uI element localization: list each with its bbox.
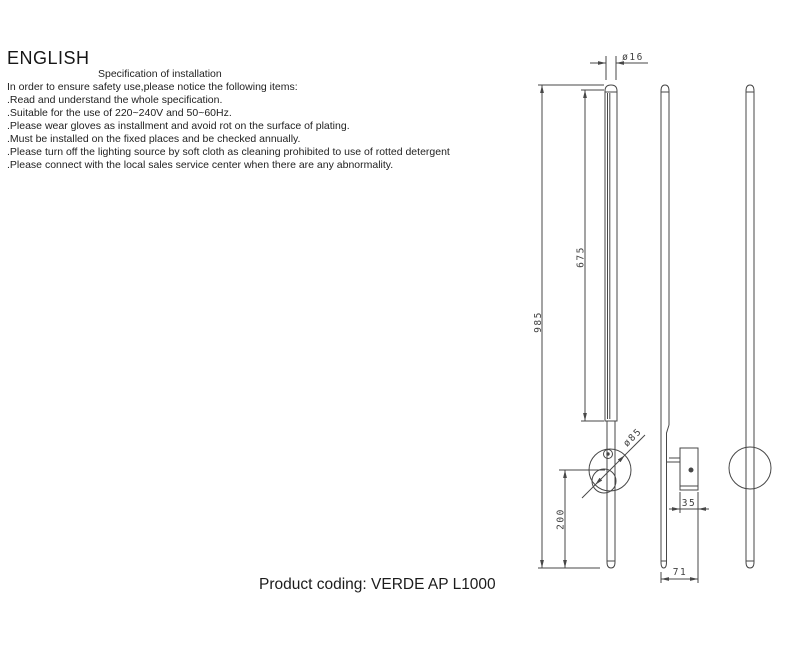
- spec-item: .Must be installed on the fixed places and be checked annually.: [7, 133, 301, 145]
- dim-label-bracket-depth: 35: [681, 498, 697, 509]
- dim-label-base-offset: 200: [555, 508, 567, 530]
- lamp-head-outline: [605, 85, 617, 421]
- dim-label-base-diameter: ø85: [621, 426, 645, 450]
- side-bar-lower: [661, 425, 669, 568]
- spec-title: Specification of installation: [98, 68, 222, 80]
- dim-label-tube-diameter: ø16: [622, 52, 644, 63]
- lower-rod-outline: [607, 421, 615, 568]
- dim-label-total-length: 985: [533, 311, 544, 333]
- side-bar-upper: [661, 85, 669, 425]
- spec-item: .Suitable for the use of 220~240V and 50~60Hz.: [7, 107, 232, 119]
- spec-item: .Please turn off the lighting source by soft cloth as cleaning prohibited to use of rotted detergent: [7, 146, 450, 158]
- dim-label-projection: 71: [672, 567, 688, 578]
- product-coding: Product coding: VERDE AP L1000: [259, 576, 496, 593]
- spec-item: .Please wear gloves as installment and avoid rot on the surface of plating.: [7, 120, 350, 132]
- spec-item: .Please connect with the local sales service center when there are any abnormality.: [7, 159, 394, 171]
- bracket-screw-dot: [689, 468, 693, 472]
- spec-item: .Read and understand the whole specification.: [7, 94, 223, 106]
- back-view: [729, 85, 771, 568]
- language-heading: ENGLISH: [7, 48, 90, 68]
- front-view: [589, 85, 631, 568]
- screw-center-dot: [607, 453, 609, 455]
- back-bar-outline: [746, 85, 754, 568]
- dimension-total-length: [538, 85, 604, 568]
- spec-intro: In order to ensure safety use,please notice the following items:: [7, 81, 298, 93]
- dim-label-led-length: 675: [575, 246, 587, 268]
- back-base-circle: [729, 447, 771, 489]
- cable-hole-circle: [592, 469, 616, 493]
